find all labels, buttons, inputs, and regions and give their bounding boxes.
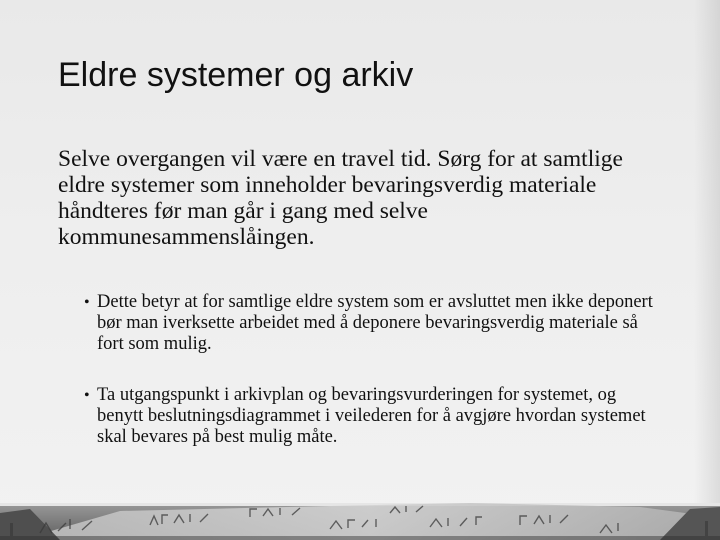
- archive-photo-strip: [0, 503, 720, 540]
- edge-shade: [694, 0, 720, 540]
- slide-title: Eldre systemer og arkiv: [58, 56, 414, 94]
- archive-photo-image: [0, 503, 720, 540]
- bullet-text: Ta utgangspunkt i arkivplan og bevaringsvurderingen for systemet, og benytt beslutningsdiagrammet i veilederen for å avgjøre hvordan systemet skal bevares på best mulig måte.: [97, 385, 646, 447]
- bullet-item: [84, 292, 657, 355]
- bullet-item: [84, 385, 657, 448]
- bullet-text: Dette betyr at for samtlige eldre system som er avsluttet men ikke deponert bør man iverksette arbeidet med å deponere bevaringsverdig materiale så fort som mulig.: [97, 292, 653, 354]
- bullet-icon: •: [84, 387, 90, 404]
- lead-paragraph: Selve overgangen vil være en travel tid. Sørg for at samtlige eldre systemer som inneholder bevaringsverdig materiale håndteres før man går i gang med selve kommunesammenslåingen.: [58, 146, 623, 250]
- bullet-icon: •: [84, 294, 90, 311]
